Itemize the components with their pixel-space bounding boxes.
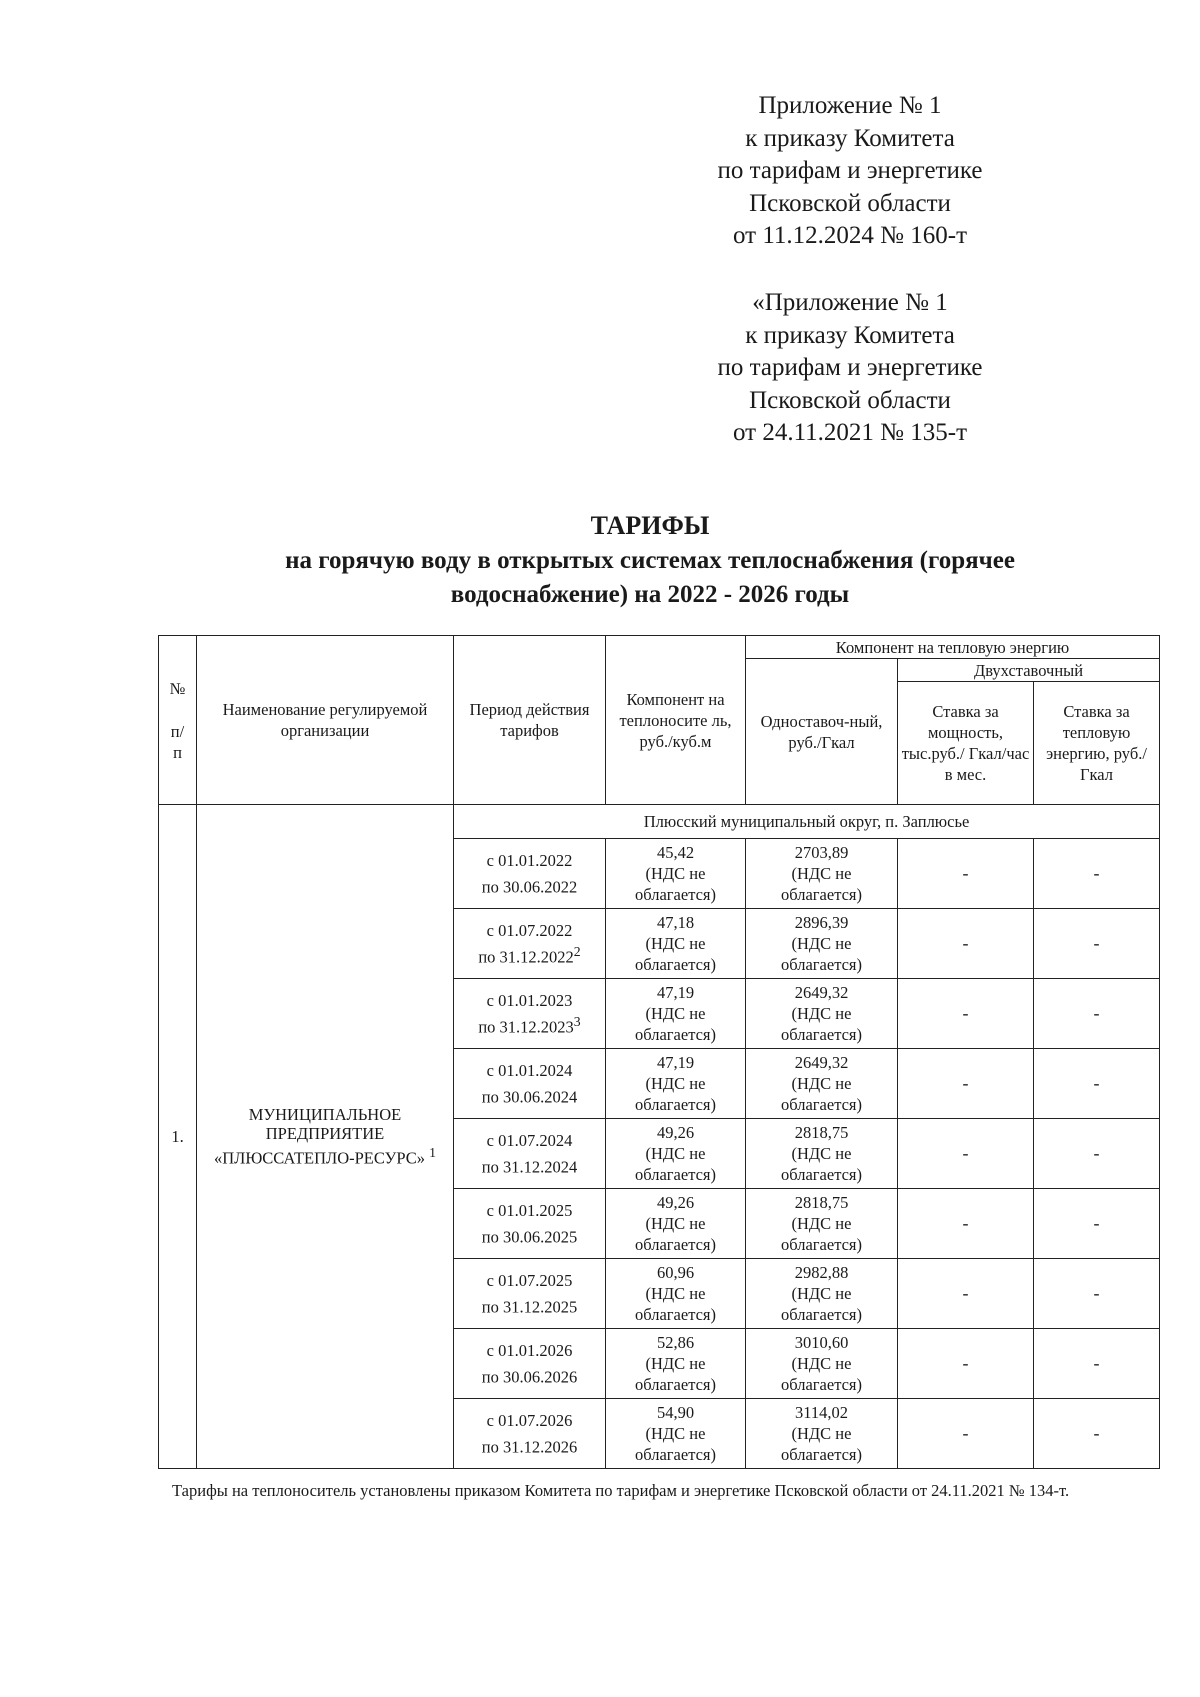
- single-rate-value-cell: [746, 839, 898, 909]
- coolant-value-cell: [606, 1049, 746, 1119]
- vat-note: облагается): [634, 1375, 717, 1394]
- energy-rate-cell: -: [1034, 1399, 1160, 1469]
- energy-rate-cell: -: [1034, 839, 1160, 909]
- header-number: № п/ п: [159, 636, 197, 805]
- vat-note: (НДС не: [645, 1354, 706, 1373]
- appendix-current-line: к приказу Комитета: [745, 124, 955, 152]
- organization-name: [197, 805, 454, 1469]
- energy-rate-cell: -: [1034, 1049, 1160, 1119]
- capacity-rate-cell: -: [898, 1189, 1034, 1259]
- period-to: по 31.12.2025: [481, 1297, 578, 1317]
- appendix-original-line: Псковской области: [749, 386, 951, 414]
- vat-note: облагается): [780, 1165, 863, 1184]
- appendix-original-heading: [700, 287, 1000, 450]
- single-rate-value-cell: [746, 979, 898, 1049]
- vat-note: облагается): [780, 1375, 863, 1394]
- vat-note: облагается): [634, 1235, 717, 1254]
- period-to: по 31.12.2023$^3$: [478, 1013, 581, 1037]
- coolant-value-cell: [606, 909, 746, 979]
- tariff-value: 3114,02: [794, 1403, 848, 1422]
- tariff-value: 2649,32: [794, 983, 849, 1002]
- vat-note: облагается): [780, 1235, 863, 1254]
- vat-note: (НДС не: [791, 1424, 852, 1443]
- header-thermal-component: Компонент на тепловую энергию: [746, 636, 1160, 659]
- appendix-original-line: от 24.11.2021 № 135-т: [732, 419, 968, 446]
- vat-note: (НДС не: [791, 1284, 852, 1303]
- row-number: 1.: [159, 805, 197, 1469]
- vat-note: (НДС не: [791, 1004, 852, 1023]
- vat-note: облагается): [634, 1025, 717, 1044]
- appendix-original-line: по тарифам и энергетике: [717, 354, 983, 381]
- tariff-value: 2649,32: [794, 1053, 849, 1072]
- period-from: с 01.07.2026: [486, 1410, 573, 1430]
- period-from: с 01.07.2022: [486, 920, 573, 940]
- period-from: с 01.01.2024: [486, 1060, 573, 1080]
- period-cell: [454, 1259, 606, 1329]
- energy-rate-cell: -: [1034, 979, 1160, 1049]
- single-rate-value-cell: [746, 1119, 898, 1189]
- vat-note: (НДС не: [791, 1354, 852, 1373]
- tariff-value: 52,86: [656, 1333, 695, 1352]
- vat-note: (НДС не: [791, 1214, 852, 1233]
- capacity-rate-cell: -: [898, 1049, 1034, 1119]
- period-cell: [454, 839, 606, 909]
- period-cell: [454, 1119, 606, 1189]
- period-to: по 30.06.2022: [481, 877, 578, 897]
- single-rate-value-cell: [746, 1329, 898, 1399]
- tariff-value: 47,19: [656, 983, 695, 1002]
- capacity-rate-cell: -: [898, 979, 1034, 1049]
- capacity-rate-cell: -: [898, 1399, 1034, 1469]
- vat-note: облагается): [634, 1445, 717, 1464]
- period-cell: [454, 1399, 606, 1469]
- period-cell: [454, 979, 606, 1049]
- organization-label: МУНИЦИПАЛЬНОЕ ПРЕДПРИЯТИЕ «ПЛЮССАТЕПЛО-РЕСУРС»: [213, 1105, 425, 1168]
- tariff-value: 2818,75: [794, 1123, 849, 1142]
- coolant-value-cell: [606, 1259, 746, 1329]
- tariff-value: 60,96: [656, 1263, 695, 1282]
- tariff-value: 3010,60: [794, 1333, 849, 1352]
- tariff-value: 2703,89: [794, 843, 849, 862]
- single-rate-value-cell: [746, 1189, 898, 1259]
- coolant-value-cell: [606, 1119, 746, 1189]
- header-energy-rate: Ставка за тепловую энергию, руб./Гкал: [1034, 682, 1160, 805]
- period-to: по 30.06.2024: [481, 1087, 578, 1107]
- period-to: по 31.12.2024: [481, 1157, 578, 1177]
- vat-note: (НДС не: [645, 1004, 706, 1023]
- capacity-rate-cell: -: [898, 839, 1034, 909]
- capacity-rate-cell: -: [898, 909, 1034, 979]
- tariff-value: 47,19: [656, 1053, 695, 1072]
- document-title: [150, 508, 1150, 612]
- tariff-value: 2982,88: [794, 1263, 849, 1282]
- header-single-rate: Одноставоч-ный, руб./Гкал: [746, 659, 898, 805]
- vat-note: (НДС не: [645, 934, 706, 953]
- vat-note: (НДС не: [791, 1144, 852, 1163]
- appendix-current-heading: [700, 90, 1000, 253]
- footnote: Тарифы на теплоноситель установлены приказом Комитета по тарифам и энергетике Псковской области от 24.11.2021 № 134-т.: [172, 1481, 1070, 1500]
- period-footnote-mark: 3: [573, 1013, 581, 1029]
- period-from: с 01.01.2026: [486, 1340, 573, 1360]
- single-rate-value-cell: [746, 909, 898, 979]
- vat-note: облагается): [780, 1025, 863, 1044]
- region-name: Плюсский муниципальный округ, п. Заплюсье: [454, 805, 1160, 839]
- vat-note: облагается): [634, 955, 717, 974]
- header-capacity-rate: Ставка за мощность, тыс.руб./ Гкал/час в мес.: [898, 682, 1034, 805]
- capacity-rate-cell: -: [898, 1119, 1034, 1189]
- period-from: с 01.01.2022: [486, 850, 573, 870]
- single-rate-value-cell: [746, 1259, 898, 1329]
- coolant-value-cell: [606, 979, 746, 1049]
- tariffs-table: [158, 635, 1160, 1469]
- tariff-value: 47,18: [656, 913, 695, 932]
- vat-note: (НДС не: [645, 1424, 706, 1443]
- coolant-value-cell: [606, 1399, 746, 1469]
- vat-note: (НДС не: [645, 864, 706, 883]
- vat-note: (НДС не: [645, 1214, 706, 1233]
- coolant-value-cell: [606, 1329, 746, 1399]
- period-to: по 30.06.2025: [481, 1227, 578, 1247]
- energy-rate-cell: -: [1034, 909, 1160, 979]
- tariff-value: 2818,75: [794, 1193, 849, 1212]
- vat-note: облагается): [634, 1095, 717, 1114]
- energy-rate-cell: -: [1034, 1329, 1160, 1399]
- appendix-current-line: Приложение № 1: [758, 92, 942, 119]
- vat-note: облагается): [780, 1095, 863, 1114]
- period-to: по 30.06.2026: [481, 1367, 578, 1387]
- tariff-value: 49,26: [656, 1123, 695, 1142]
- appendix-original-line: «Приложение № 1: [752, 289, 948, 316]
- organization-footnote-mark: 1: [429, 1145, 436, 1161]
- vat-note: (НДС не: [791, 1074, 852, 1093]
- coolant-value-cell: [606, 1189, 746, 1259]
- vat-note: (НДС не: [645, 1144, 706, 1163]
- appendix-current-line: Псковской области: [749, 189, 951, 217]
- header-period: Период действия тарифов: [454, 636, 606, 805]
- header-organization: Наименование регулируемой организации: [197, 636, 454, 805]
- capacity-rate-cell: -: [898, 1259, 1034, 1329]
- tariff-value: 45,42: [656, 843, 695, 862]
- period-cell: [454, 909, 606, 979]
- energy-rate-cell: -: [1034, 1119, 1160, 1189]
- period-from: с 01.01.2025: [486, 1200, 573, 1220]
- vat-note: облагается): [634, 1305, 717, 1324]
- period-cell: [454, 1189, 606, 1259]
- period-from: с 01.01.2023: [486, 990, 573, 1010]
- period-from: с 01.07.2024: [486, 1130, 573, 1150]
- vat-note: облагается): [780, 1305, 863, 1324]
- appendix-current-line: от 11.12.2024 № 160-т: [732, 222, 968, 249]
- header-two-rate: Двухставочный: [898, 659, 1160, 682]
- header-coolant-component: Компонент на теплоносите ль, руб./куб.м: [606, 636, 746, 805]
- appendix-original-line: к приказу Комитета: [745, 321, 955, 349]
- period-from: с 01.07.2025: [486, 1270, 573, 1290]
- tariff-value: 54,90: [656, 1403, 695, 1422]
- energy-rate-cell: -: [1034, 1189, 1160, 1259]
- period-cell: [454, 1329, 606, 1399]
- vat-note: облагается): [634, 885, 717, 904]
- single-rate-value-cell: [746, 1049, 898, 1119]
- energy-rate-cell: -: [1034, 1259, 1160, 1329]
- period-to: по 31.12.2022$^2$: [478, 943, 581, 967]
- vat-note: облагается): [634, 1165, 717, 1184]
- tariff-value: 2896,39: [794, 913, 849, 932]
- title-main: ТАРИФЫ: [590, 511, 710, 540]
- coolant-value-cell: [606, 839, 746, 909]
- period-cell: [454, 1049, 606, 1119]
- vat-note: (НДС не: [645, 1074, 706, 1093]
- title-subtitle: на горячую воду в открытых системах теплоснабжения (горячее водоснабжение) на 2022 - 2026 годы: [285, 547, 1015, 608]
- vat-note: (НДС не: [791, 864, 852, 883]
- vat-note: облагается): [780, 885, 863, 904]
- tariff-value: 49,26: [656, 1193, 695, 1212]
- period-to: по 31.12.2026: [481, 1437, 578, 1457]
- appendix-current-line: по тарифам и энергетике: [717, 157, 983, 184]
- vat-note: облагается): [780, 955, 863, 974]
- period-footnote-mark: 2: [573, 943, 581, 959]
- capacity-rate-cell: -: [898, 1329, 1034, 1399]
- single-rate-value-cell: [746, 1399, 898, 1469]
- vat-note: (НДС не: [645, 1284, 706, 1303]
- vat-note: облагается): [780, 1445, 863, 1464]
- vat-note: (НДС не: [791, 934, 852, 953]
